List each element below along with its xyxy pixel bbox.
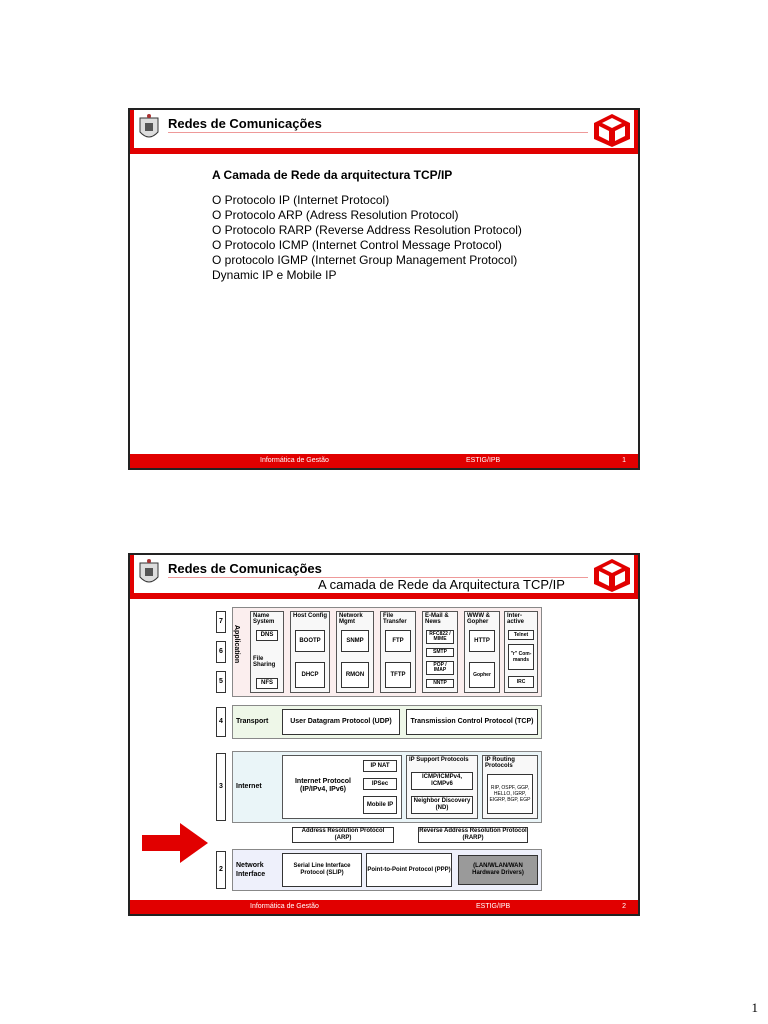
footer-school: ESTIG/IPB	[466, 457, 501, 464]
list-item: O Protocolo ICMP (Internet Control Message Protocol)	[212, 238, 502, 252]
ipb-logo-icon	[592, 557, 632, 593]
icmp-box: ICMP/ICMPv4, ICMPv6	[411, 772, 473, 790]
column-heading: IP Support Protocols	[409, 757, 469, 763]
column-heading: IP Routing Protocols	[485, 757, 515, 769]
slide-body	[212, 168, 622, 283]
arp-box: Address Resolution Protocol (ARP)	[292, 827, 394, 843]
smtp-box: SMTP	[426, 648, 454, 657]
udp-box: User Datagram Protocol (UDP)	[282, 709, 400, 735]
header-right-bar	[634, 555, 638, 593]
name-system-column	[250, 611, 284, 693]
email-news-column	[422, 611, 458, 693]
application-layer-label: Application	[233, 625, 240, 664]
layer-number-5: 5	[216, 671, 226, 693]
list-item: Dynamic IP e Mobile IP	[212, 268, 337, 282]
ip-group	[282, 755, 402, 819]
neighbor-discovery-box: Neighbor Discovery (ND)	[411, 796, 473, 814]
header-left-bar	[130, 555, 134, 593]
pop-imap-box: POP / IMAP	[426, 661, 454, 675]
list-item: O Protocolo RARP (Reverse Address Resolution Protocol)	[212, 223, 522, 237]
ipsec-box: IPSec	[363, 778, 397, 790]
internet-protocol-box: Internet Protocol (IP/IPv4, IPv6)	[286, 774, 360, 798]
tftp-box: TFTP	[385, 662, 411, 688]
layer-number-2: 2	[216, 851, 226, 889]
hardware-drivers-box: (LAN/WLAN/WAN Hardware Drivers)	[458, 855, 538, 885]
dns-box: DNS	[256, 630, 278, 641]
nntp-box: NNTP	[426, 679, 454, 688]
ip-nat-box: IP NAT	[363, 760, 397, 772]
ipb-logo-icon	[592, 112, 632, 148]
rmon-box: RMON	[341, 662, 369, 688]
slide-subtitle: A camada de Rede da Arquitectura TCP/IP	[318, 577, 565, 592]
header-left-bar	[130, 110, 134, 148]
r-commands-box: "r" Com-mands	[508, 644, 534, 670]
slide-header	[130, 555, 638, 599]
column-heading: Name System	[253, 613, 275, 625]
crest-icon	[138, 114, 160, 144]
network-interface-label: Network Interface	[236, 862, 266, 878]
column-heading: Host Config	[293, 613, 327, 619]
slide-footer	[130, 454, 638, 468]
slide-header	[130, 110, 638, 154]
slide-title: Redes de Comunicações	[168, 561, 322, 576]
list-item: O Protocolo ARP (Adress Resolution Protocol)	[212, 208, 459, 222]
mobile-ip-box: Mobile IP	[363, 796, 397, 814]
ppp-box: Point-to-Point Protocol (PPP)	[366, 853, 452, 887]
ip-routing-group	[482, 755, 538, 819]
column-heading: File Sharing	[253, 656, 276, 668]
footer-page-number: 2	[622, 903, 626, 910]
interactive-column	[504, 611, 538, 693]
crest-icon	[138, 559, 160, 589]
footer-course: Informática de Gestão	[250, 903, 319, 910]
tcp-box: Transmission Control Protocol (TCP)	[406, 709, 538, 735]
internet-layer-label: Internet	[236, 783, 262, 790]
footer-page-number: 1	[622, 457, 626, 464]
transport-layer-label: Transport	[236, 718, 269, 725]
slide-footer	[130, 900, 638, 914]
column-heading: WWW & Gopher	[467, 613, 490, 625]
layer-number-7: 7	[216, 611, 226, 633]
red-arrow-icon	[142, 823, 208, 863]
layer-number-6: 6	[216, 641, 226, 663]
network-mgmt-column	[336, 611, 374, 693]
slide-1	[128, 108, 640, 470]
list-item: O protocolo IGMP (Internet Group Management Protocol)	[212, 253, 518, 267]
ftp-box: FTP	[385, 630, 411, 652]
rarp-box: Reverse Address Resolution Protocol (RARP)	[419, 828, 527, 841]
header-right-bar	[634, 110, 638, 148]
www-gopher-column	[464, 611, 500, 693]
slide-title: Redes de Comunicações	[168, 116, 322, 131]
bootp-box: BOOTP	[295, 630, 325, 652]
telnet-box: Telnet	[508, 630, 534, 640]
slip-box: Serial Line Interface Protocol (SLIP)	[282, 853, 362, 887]
snmp-box: SNMP	[341, 630, 369, 652]
footer-school: ESTIG/IPB	[476, 903, 511, 910]
title-rule	[168, 132, 588, 133]
rfc822-box: RFC822 / MIME	[426, 630, 454, 644]
tcpip-layer-diagram	[130, 605, 638, 895]
http-box: HTTP	[469, 630, 495, 652]
footer-course: Informática de Gestão	[260, 457, 329, 464]
nfs-box: NFS	[256, 678, 278, 689]
topic-list	[212, 193, 622, 283]
column-heading: Inter-active	[507, 613, 525, 625]
column-heading: Network Mgmt	[339, 613, 363, 625]
layer-number-3: 3	[216, 753, 226, 821]
document-page-number: 1	[751, 1000, 758, 1015]
column-heading: File Transfer	[383, 613, 407, 625]
layer-number-4: 4	[216, 707, 226, 737]
slide-2	[128, 553, 640, 916]
routing-protocols-box: RIP, OSPF, GGP, HELLO, IGRP, EIGRP, BGP, EGP	[487, 774, 533, 814]
ip-support-group	[406, 755, 478, 819]
list-item: O Protocolo IP (Internet Protocol)	[212, 193, 390, 207]
column-heading: E-Mail & News	[425, 613, 449, 625]
irc-box: IRC	[508, 676, 534, 688]
gopher-box: Gopher	[469, 662, 495, 688]
dhcp-box: DHCP	[295, 662, 325, 688]
host-config-column	[290, 611, 330, 693]
file-transfer-column	[380, 611, 416, 693]
slide-heading: A Camada de Rede da arquitectura TCP/IP	[212, 168, 453, 182]
